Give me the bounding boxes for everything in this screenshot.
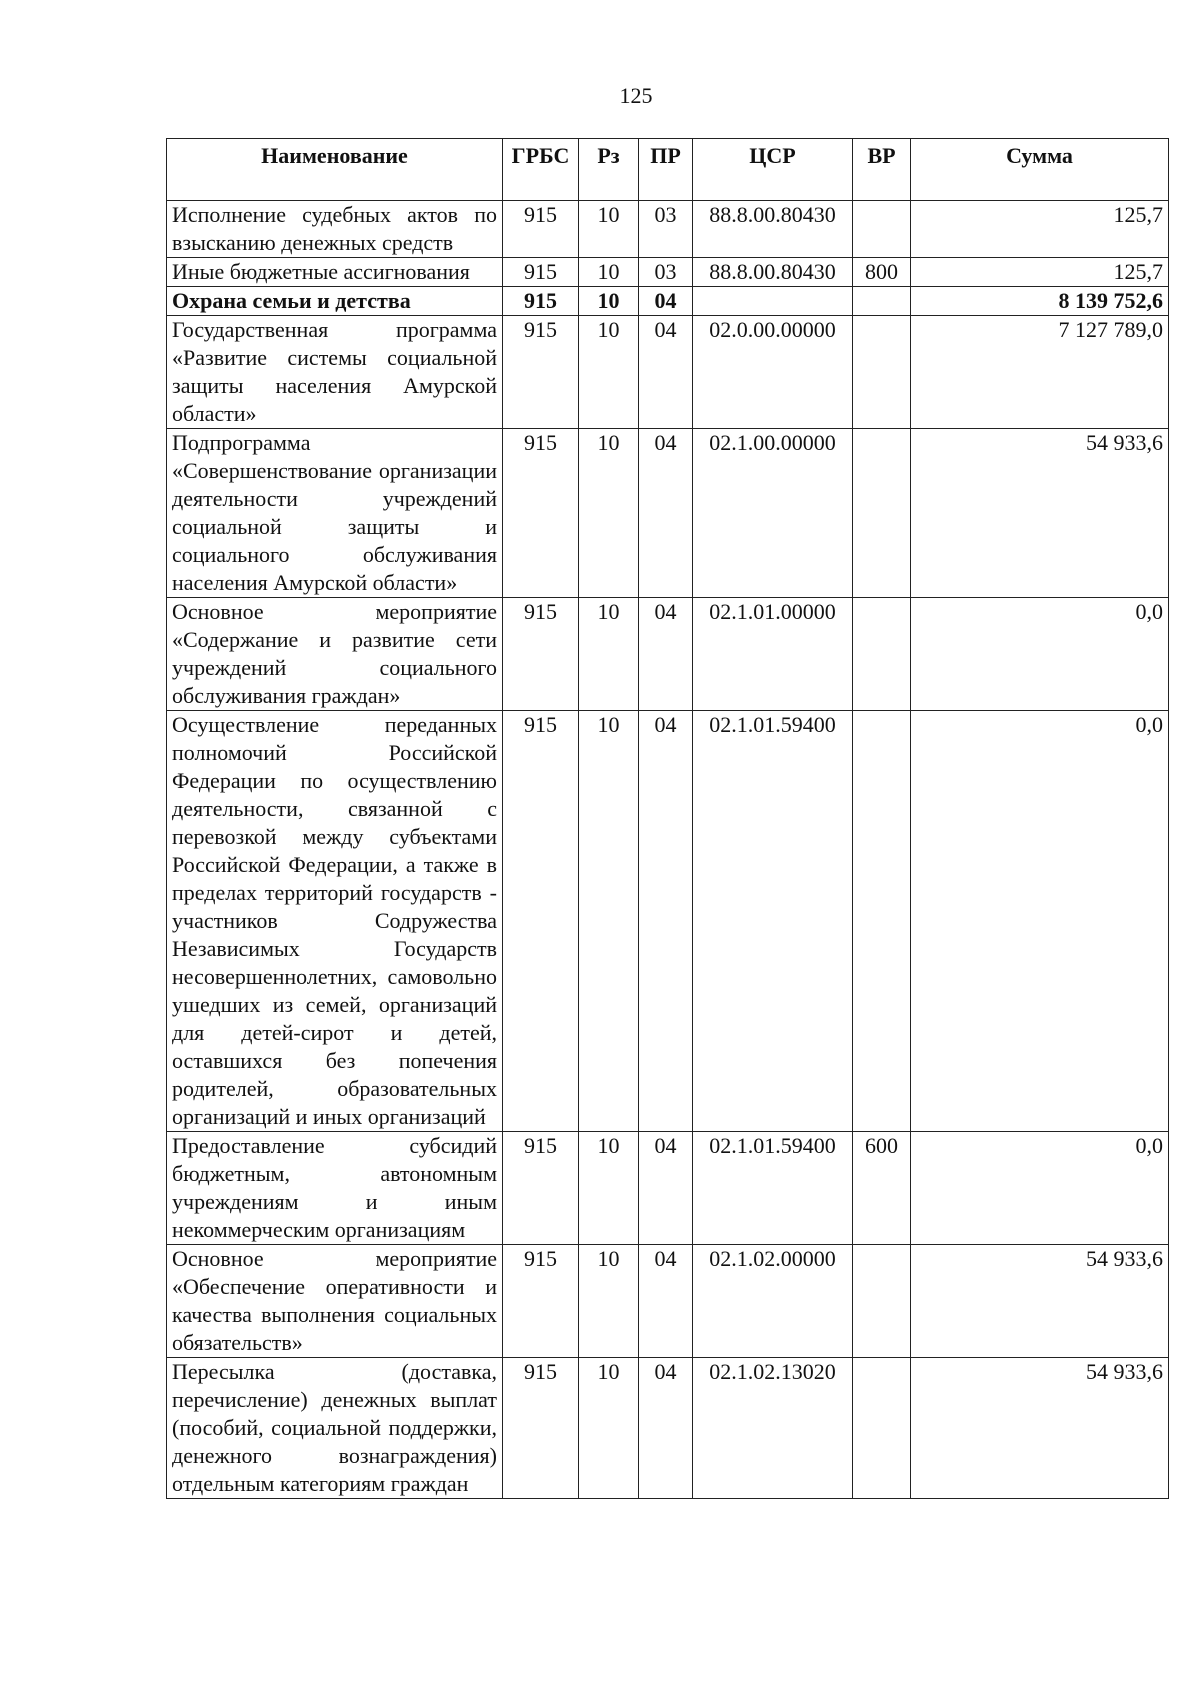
cell-name: Основное мероприятие «Обеспечение оперативности и качества выполнения социальных обязательств» bbox=[167, 1245, 503, 1358]
cell-grbs: 915 bbox=[503, 287, 579, 316]
cell-name: Охрана семьи и детства bbox=[167, 287, 503, 316]
cell-grbs: 915 bbox=[503, 258, 579, 287]
cell-vr bbox=[853, 429, 911, 598]
cell-csr: 88.8.00.80430 bbox=[693, 258, 853, 287]
cell-sum: 7 127 789,0 bbox=[911, 316, 1169, 429]
header-rz: Рз bbox=[579, 139, 639, 201]
table-row bbox=[167, 258, 1169, 287]
cell-rz: 10 bbox=[579, 258, 639, 287]
cell-grbs: 915 bbox=[503, 316, 579, 429]
table-body bbox=[167, 201, 1169, 1499]
cell-rz: 10 bbox=[579, 1358, 639, 1499]
cell-sum: 8 139 752,6 bbox=[911, 287, 1169, 316]
cell-sum: 0,0 bbox=[911, 1132, 1169, 1245]
cell-csr: 02.1.02.00000 bbox=[693, 1245, 853, 1358]
cell-pr: 04 bbox=[639, 316, 693, 429]
cell-rz: 10 bbox=[579, 711, 639, 1132]
cell-sum: 0,0 bbox=[911, 711, 1169, 1132]
budget-table bbox=[166, 138, 1169, 1499]
cell-vr bbox=[853, 316, 911, 429]
cell-grbs: 915 bbox=[503, 1132, 579, 1245]
cell-csr: 02.1.00.00000 bbox=[693, 429, 853, 598]
cell-grbs: 915 bbox=[503, 598, 579, 711]
cell-name: Государственная программа «Развитие системы социальной защиты населения Амурской области» bbox=[167, 316, 503, 429]
cell-name: Осуществление переданных полномочий Российской Федерации по осуществлению деятельности, связанной с перевозкой между субъектами Российской Федерации, а также в пределах территорий государств - участников Содружества Независимых Государств несовершеннолетних, самовольно ушедших из семей, организаций для детей-сирот и детей, оставшихся без попечения родителей, образовательных организаций и иных организаций bbox=[167, 711, 503, 1132]
cell-name: Пересылка (доставка, перечисление) денежных выплат (пособий, социальной поддержки, денежного вознаграждения) отдельным категориям граждан bbox=[167, 1358, 503, 1499]
cell-grbs: 915 bbox=[503, 711, 579, 1132]
cell-pr: 04 bbox=[639, 711, 693, 1132]
cell-csr: 02.1.01.59400 bbox=[693, 711, 853, 1132]
table-header bbox=[167, 139, 1169, 201]
header-sum: Сумма bbox=[911, 139, 1169, 201]
table-row bbox=[167, 711, 1169, 1132]
cell-name: Иные бюджетные ассигнования bbox=[167, 258, 503, 287]
cell-name: Основное мероприятие «Содержание и развитие сети учреждений социального обслуживания граждан» bbox=[167, 598, 503, 711]
cell-name: Исполнение судебных актов по взысканию денежных средств bbox=[167, 201, 503, 258]
cell-csr bbox=[693, 287, 853, 316]
table-row bbox=[167, 1132, 1169, 1245]
cell-rz: 10 bbox=[579, 429, 639, 598]
header-grbs: ГРБС bbox=[503, 139, 579, 201]
cell-name: Предоставление субсидий бюджетным, автономным учреждениям и иным некоммерческим организациям bbox=[167, 1132, 503, 1245]
cell-pr: 04 bbox=[639, 429, 693, 598]
cell-rz: 10 bbox=[579, 1245, 639, 1358]
cell-pr: 04 bbox=[639, 287, 693, 316]
cell-vr: 800 bbox=[853, 258, 911, 287]
cell-rz: 10 bbox=[579, 316, 639, 429]
table-row bbox=[167, 1245, 1169, 1358]
cell-rz: 10 bbox=[579, 1132, 639, 1245]
cell-sum: 54 933,6 bbox=[911, 429, 1169, 598]
cell-grbs: 915 bbox=[503, 1245, 579, 1358]
cell-csr: 02.1.01.00000 bbox=[693, 598, 853, 711]
table-row bbox=[167, 1358, 1169, 1499]
table-row bbox=[167, 598, 1169, 711]
cell-pr: 03 bbox=[639, 258, 693, 287]
cell-csr: 02.1.01.59400 bbox=[693, 1132, 853, 1245]
cell-sum: 125,7 bbox=[911, 258, 1169, 287]
cell-vr bbox=[853, 1358, 911, 1499]
cell-vr bbox=[853, 598, 911, 711]
cell-grbs: 915 bbox=[503, 1358, 579, 1499]
cell-sum: 125,7 bbox=[911, 201, 1169, 258]
header-pr: ПР bbox=[639, 139, 693, 201]
table-row bbox=[167, 287, 1169, 316]
cell-csr: 02.0.00.00000 bbox=[693, 316, 853, 429]
cell-vr: 600 bbox=[853, 1132, 911, 1245]
table-row bbox=[167, 201, 1169, 258]
cell-rz: 10 bbox=[579, 201, 639, 258]
page-number: 125 bbox=[619, 83, 653, 108]
header-vr: ВР bbox=[853, 139, 911, 201]
cell-sum: 54 933,6 bbox=[911, 1358, 1169, 1499]
cell-grbs: 915 bbox=[503, 429, 579, 598]
cell-csr: 02.1.02.13020 bbox=[693, 1358, 853, 1499]
cell-vr bbox=[853, 201, 911, 258]
cell-vr bbox=[853, 287, 911, 316]
cell-pr: 04 bbox=[639, 1245, 693, 1358]
cell-name: Подпрограмма «Совершенствование организации деятельности учреждений социальной защиты и социального обслуживания населения Амурской области» bbox=[167, 429, 503, 598]
cell-sum: 54 933,6 bbox=[911, 1245, 1169, 1358]
header-row bbox=[167, 139, 1169, 201]
cell-sum: 0,0 bbox=[911, 598, 1169, 711]
cell-csr: 88.8.00.80430 bbox=[693, 201, 853, 258]
cell-vr bbox=[853, 1245, 911, 1358]
cell-pr: 04 bbox=[639, 1358, 693, 1499]
table-row bbox=[167, 316, 1169, 429]
cell-rz: 10 bbox=[579, 598, 639, 711]
header-csr: ЦСР bbox=[693, 139, 853, 201]
cell-grbs: 915 bbox=[503, 201, 579, 258]
header-name: Наименование bbox=[167, 139, 503, 201]
cell-vr bbox=[853, 711, 911, 1132]
cell-pr: 04 bbox=[639, 598, 693, 711]
cell-pr: 03 bbox=[639, 201, 693, 258]
cell-pr: 04 bbox=[639, 1132, 693, 1245]
table-row bbox=[167, 429, 1169, 598]
cell-rz: 10 bbox=[579, 287, 639, 316]
